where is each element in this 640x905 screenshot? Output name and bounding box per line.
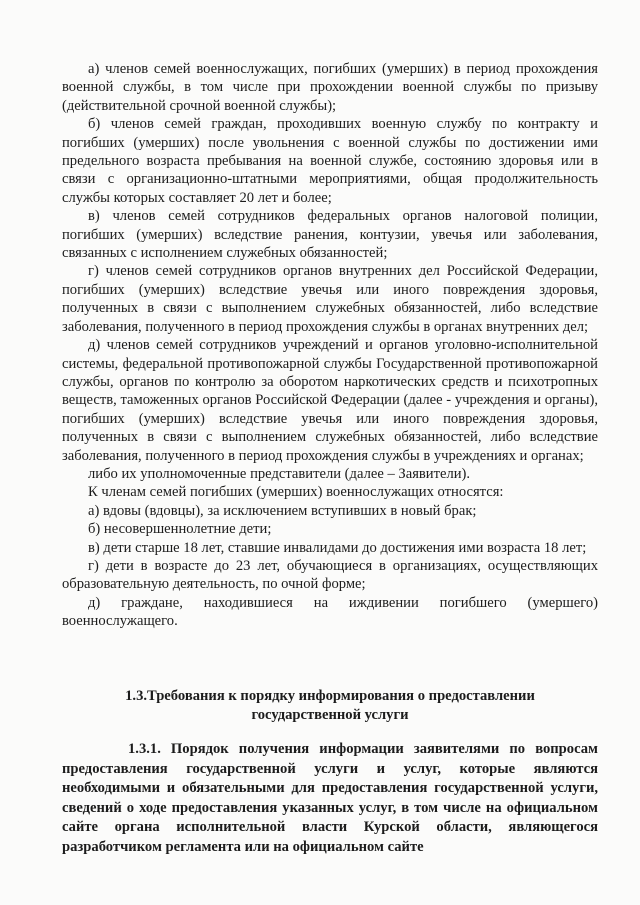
section-heading-line-2: государственной услуги xyxy=(251,707,409,723)
paragraph-family-members-intro: К членам семей погибших (умерших) военнослужащих относятся: xyxy=(88,484,504,501)
list-item-students: г) дети в возрасте до 23 лет, обучающиеся в организациях, осуществляющих образовательную деятельность, по очной форме; xyxy=(62,557,598,593)
list-item-widows: а) вдовы (вдовцы), за исключением вступивших в новый брак; xyxy=(88,502,477,519)
list-item-dependents: д) граждане, находившиеся на иждивении погибшего (умершего) военнослужащего. xyxy=(62,594,598,630)
paragraph-v: в) членов семей сотрудников федеральных органов налоговой полиции, погибших (умерших) вследствие ранения, контузии, увечья или заболевания, связанных с исполнением служебных обязанностей; xyxy=(62,208,598,262)
paragraph-d: д) членов семей сотрудников учреждений и органов уголовно-исполнительной системы, федеральной противопожарной службы Государственной противопожарной службы, органов по контролю за оборотом наркотических средств и психотропных веществ, таможенных органов Российской Федерации (далее - учреждения и органы), погибших (умерших) вследствие увечья или иного повреждения здоровья, полученных в связи с выполнением служебных обязанностей, либо вследствие заболевания, полученного в период прохождения службы в учреждениях и органах; xyxy=(62,337,598,464)
paragraph-b: б) членов семей граждан, проходивших военную службу по контракту и погибших (умерших) после увольнения с военной службы по достижении ими предельного возраста пребывания на военной службе, состоянию здоровья или в связи с организационно-штатными мероприятиями, общая продолжительность службы которых составляет 20 лет и более; xyxy=(62,116,598,206)
paragraph-representatives: либо их уполномоченные представители (далее – Заявители). xyxy=(88,465,471,482)
list-item-minors: б) несовершеннолетние дети; xyxy=(88,521,272,538)
bold-paragraph-1-3-1: 1.3.1. Порядок получения информации заявителями по вопросам предоставления государственной услуги и услуг, которые являются необходимыми и обязательными для предоставления государственной услуги, сведений о ходе предоставления указанных услуг, в том числе на официальном сайте органа исполнительной власти Курской области, являющегося разработчиком регламента или на официальном сайте xyxy=(62,741,598,855)
section-heading-line-1: 1.3.Требования к порядку информирования о предоставлении xyxy=(125,688,535,704)
paragraph-a: а) членов семей военнослужащих, погибших (умерших) в период прохождения военной службы, в том числе при прохождении военной службы по призыву (действительной срочной военной службы); xyxy=(62,61,598,114)
document-body xyxy=(62,60,598,631)
paragraph-g: г) членов семей сотрудников органов внутренних дел Российской Федерации, погибших (умерших) вследствие увечья или иного повреждения здоровья, полученных в связи с выполнением служебных обязанностей, либо вследствие заболевания, полученного в период прохождения службы в органах внутренних дел; xyxy=(62,263,598,335)
list-item-disabled-children: в) дети старше 18 лет, ставшие инвалидами до достижения ими возраста 18 лет; xyxy=(88,539,587,556)
section-heading xyxy=(62,687,598,725)
